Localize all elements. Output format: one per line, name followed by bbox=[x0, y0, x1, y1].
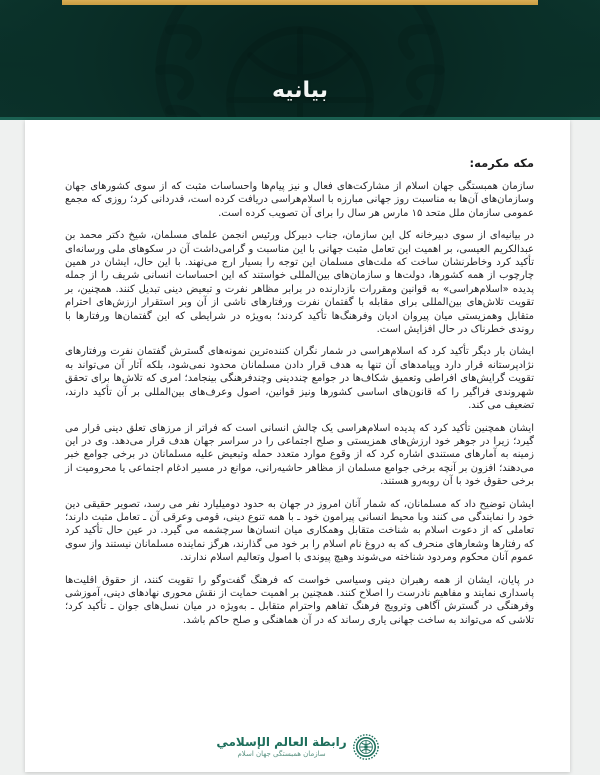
statement-paragraph: در بیانیه‌ای از سوی دبیرخانه کل این سازمان، جناب دبیرکل ورئیس انجمن علمای مسلمان، شیخ دکتر محمد بن عبدالکریم العیسی، بر اهمیت این تعامل مثبت جهانی با این مناسبت و گرامی‌داشت آن در سکوهای ملی ورسانه‌ای تأکید کرد وخاطرنشان ساخت که ملت‌های مسلمان این توجه را بسیار ارج می‌نهند. با این حال، ایشان در همین چارچوب از همه کشورها، دولت‌ها و سازمان‌های بین‌المللی خواستند که این احساسات انسانی شریف را از جمله پدیده «اسلام‌هراسی» به قوانین ومقررات بازدارنده در برابر مظاهر نفرت و تبعیض دینی تبدیل کنند. همچنین، بر تقویت تلاش‌های بین‌المللی برای مقابله با گفتمان نفرت ورفتارهای ناشی از آن وبر استقرار ارزش‌های احترام متقابل وهمزیستی میان پیروان ادیان وفرهنگ‌ها تأکید کردند؛ به‌ویژه در شرایطی که این گفتمان‌ها ورفتارها با روندی خطرناک در حال افزایش است. bbox=[65, 230, 534, 336]
statement-paragraph: ایشان همچنین تأکید کرد که پدیده اسلام‌هراسی یک چالش انسانی است که فراتر از مرزهای تعلق دینی قرار می گیرد؛ زیرا در جوهر خود ارزش‌های همزیستی و صلح اجتماعی را در سراسر جهان هدف قرار می‌دهد. وی در این زمینه به آمارهای مستندی اشاره کرد که از وقوع موارد متعدد حمله وتبعیض علیه مسلمانان در برخی جوامع خبر می‌دهند؛ افزون بر آنچه برخی جوامع مسلمان از مظاهر حاشیه‌رانی، موانع در مسیر ادغام اجتماعی یا محرومیت از برخی حقوق خود با آن روبه‌رو هستند. bbox=[65, 422, 534, 488]
organization-logo bbox=[25, 734, 570, 760]
mwl-emblem-icon bbox=[353, 734, 379, 760]
statement-document bbox=[25, 120, 570, 772]
organization-name-arabic: رابطة العالم الإسلامي bbox=[216, 734, 347, 749]
organization-name-persian: سازمان همبستگی جهان اسلام bbox=[237, 749, 326, 758]
statement-paragraph: سازمان همبستگی جهان اسلام از مشارکت‌های فعال و نیز پیام‌ها واحساسات مثبت که از سوی کشورهای جهان وسازمان‌های آن‌ها به مناسبت روز جهانی مبارزه با اسلام‌هراسی دریافت کرده است، قدردانی کرد؛ روزی که مجمع عمومی سازمان ملل متحد ۱۵ مارس هر سال را برای آن تصویب کرده است. bbox=[65, 181, 534, 219]
statement-paragraph: در پایان، ایشان از همه رهبران دینی وسیاسی خواست که فرهنگ گفت‌وگو را تقویت کنند، از حقوق اقلیت‌ها پاسداری نمایند و مفاهیم نادرست را اصلاح کنند. همچنین بر اهمیت حمایت از نقش محوری نهادهای دینی، آموزشی وفرهنگی در گسترش آگاهی وترویج فرهنگ تفاهم واحترام متقابل ـ به‌ویژه در میان نسل‌های جوان ـ تأکید کرد؛ تلاشی که می‌تواند به ساخت جهانی یاری رساند که در آن هماهنگی و صلح حاکم باشد. bbox=[65, 574, 534, 626]
organization-name-block bbox=[216, 736, 346, 759]
statement-body bbox=[65, 180, 534, 627]
statement-title: بيانيه bbox=[271, 78, 329, 103]
gold-accent-bar bbox=[62, 0, 538, 5]
salutation-heading: مکه مکرمه: bbox=[469, 156, 534, 170]
statement-header bbox=[0, 0, 600, 120]
statement-paragraph: ایشان بار دیگر تأکید کرد که اسلام‌هراسی در شمار نگران کننده‌ترین نمونه‌های گسترش گفتمان نفرت ورفتارهای نژادپرستانه قرار دارد وپیامدهای آن تنها به هدف قرار دادن مسلمانان محدود نمی‌شود، بلکه آثار آن می‌تواند به تقویت گرایش‌های افراطی وتعمیق شکاف‌ها در جوامع چنددینی وچندفرهنگی بینجامد؛ امری که تلاش‌ها برای تحقق شهروندی فراگیر را که قانون‌های اساسی کشورها ونیز قوانین، اصول وعرف‌های بین‌المللی بر آن تأکید دارند، تضعیف می کند. bbox=[65, 346, 534, 412]
statement-paragraph: ایشان توضیح داد که مسلمانان، که شمار آنان امروز در جهان به حدود دومیلیارد نفر می رسد، تصویر حقیقی دین خود را نمایندگی می کنند وبا محیط انسانی پیرامون خود ـ با همه تنوع دینی، قومی وعرقی آن ـ تعامل مثبت دارند؛ تعاملی که از دعوت اسلام به شناخت متقابل وهمکاری میان انسان‌ها سرچشمه می گیرد. در عین حال تأکید کرد که رفتارها وشعارهای منحرف که به دروغ نام اسلام را بر خود می گذارند، هرگز نماینده مسلمانان نیستند واز سوی عموم آنان محکوم ومردود شناخته می‌شوند وهیچ پیوندی با اصول وتعالیم اسلام ندارند. bbox=[65, 498, 534, 564]
